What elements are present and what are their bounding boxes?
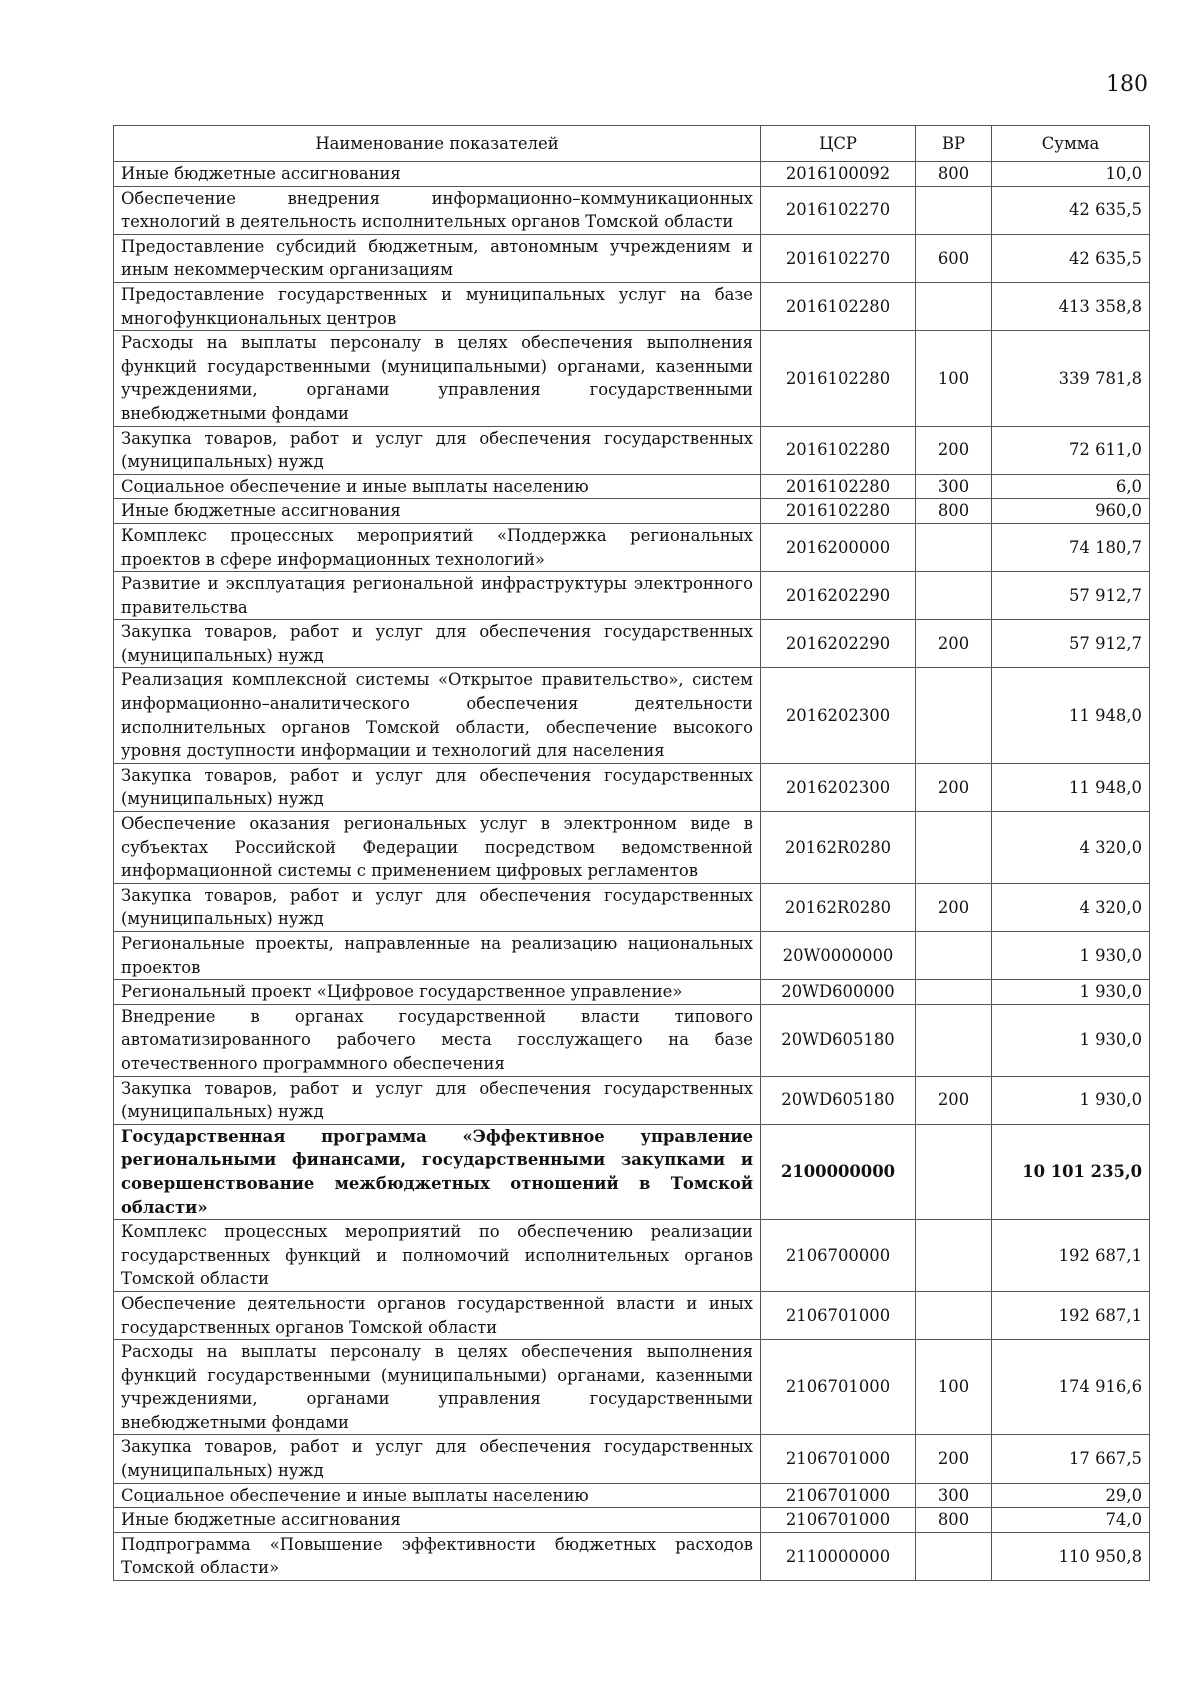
cell-sum: 192 687,1 — [992, 1220, 1150, 1292]
cell-vr: 200 — [916, 1076, 992, 1124]
cell-vr — [916, 186, 992, 234]
cell-vr: 200 — [916, 1435, 992, 1483]
cell-vr — [916, 1004, 992, 1076]
cell-csr: 2016202300 — [761, 763, 916, 811]
cell-vr: 200 — [916, 620, 992, 668]
cell-csr: 2016102280 — [761, 331, 916, 426]
cell-sum: 74,0 — [992, 1508, 1150, 1533]
cell-sum: 1 930,0 — [992, 1076, 1150, 1124]
cell-name: Подпрограмма «Повышение эффективности бюджетных расходов Томской области» — [114, 1532, 761, 1580]
cell-vr — [916, 572, 992, 620]
cell-csr: 2016102280 — [761, 474, 916, 499]
cell-name: Закупка товаров, работ и услуг для обеспечения государственных (муниципальных) нужд — [114, 1076, 761, 1124]
cell-sum: 413 358,8 — [992, 282, 1150, 330]
header-csr: ЦСР — [761, 126, 916, 162]
budget-table — [113, 125, 1150, 1581]
cell-sum: 1 930,0 — [992, 980, 1150, 1005]
cell-name: Реализация комплексной системы «Открытое правительство», систем информационно–аналитического обеспечения деятельности исполнительных органов Томской области, обеспечение высокого уровня доступности информации и технологий для населения — [114, 668, 761, 763]
cell-name: Обеспечение деятельности органов государственной власти и иных государственных органов Томской области — [114, 1291, 761, 1339]
cell-sum: 1 930,0 — [992, 1004, 1150, 1076]
cell-sum: 192 687,1 — [992, 1291, 1150, 1339]
table-row — [114, 1435, 1150, 1483]
cell-vr: 800 — [916, 499, 992, 524]
cell-name: Иные бюджетные ассигнования — [114, 162, 761, 187]
cell-vr: 300 — [916, 474, 992, 499]
cell-vr: 200 — [916, 426, 992, 474]
table-row — [114, 620, 1150, 668]
cell-sum: 10 101 235,0 — [992, 1124, 1150, 1219]
cell-name: Иные бюджетные ассигнования — [114, 499, 761, 524]
cell-csr: 2016202300 — [761, 668, 916, 763]
cell-name: Региональные проекты, направленные на реализацию национальных проектов — [114, 932, 761, 980]
cell-csr: 2016102270 — [761, 186, 916, 234]
cell-vr: 300 — [916, 1483, 992, 1508]
cell-vr: 200 — [916, 763, 992, 811]
cell-csr: 20WD600000 — [761, 980, 916, 1005]
cell-vr — [916, 932, 992, 980]
cell-vr — [916, 812, 992, 884]
cell-name: Расходы на выплаты персоналу в целях обеспечения выполнения функций государственными (муниципальными) органами, казенными учреждениями, органами управления государственными внебюджетными фондами — [114, 331, 761, 426]
table-row — [114, 883, 1150, 931]
cell-vr — [916, 980, 992, 1005]
table-row — [114, 763, 1150, 811]
cell-csr: 2106701000 — [761, 1291, 916, 1339]
table-row — [114, 162, 1150, 187]
cell-csr: 2016202290 — [761, 572, 916, 620]
cell-name: Предоставление субсидий бюджетным, автономным учреждениям и иным некоммерческим организациям — [114, 234, 761, 282]
cell-name: Социальное обеспечение и иные выплаты населению — [114, 474, 761, 499]
cell-csr: 2100000000 — [761, 1124, 916, 1219]
cell-sum: 4 320,0 — [992, 812, 1150, 884]
cell-sum: 29,0 — [992, 1483, 1150, 1508]
table-row — [114, 186, 1150, 234]
table-row — [114, 234, 1150, 282]
cell-name: Закупка товаров, работ и услуг для обеспечения государственных (муниципальных) нужд — [114, 1435, 761, 1483]
cell-name: Развитие и эксплуатация региональной инфраструктуры электронного правительства — [114, 572, 761, 620]
cell-name: Социальное обеспечение и иные выплаты населению — [114, 1483, 761, 1508]
cell-csr: 2106701000 — [761, 1483, 916, 1508]
cell-vr — [916, 1291, 992, 1339]
cell-name: Комплекс процессных мероприятий по обеспечению реализации государственных функций и полномочий исполнительных органов Томской области — [114, 1220, 761, 1292]
cell-vr — [916, 1220, 992, 1292]
cell-name: Закупка товаров, работ и услуг для обеспечения государственных (муниципальных) нужд — [114, 883, 761, 931]
cell-csr: 20162R0280 — [761, 883, 916, 931]
cell-name: Закупка товаров, работ и услуг для обеспечения государственных (муниципальных) нужд — [114, 620, 761, 668]
cell-name: Внедрение в органах государственной власти типового автоматизированного рабочего места госслужащего на базе отечественного программного обеспечения — [114, 1004, 761, 1076]
table-row — [114, 499, 1150, 524]
cell-sum: 57 912,7 — [992, 620, 1150, 668]
table-body — [114, 162, 1150, 1581]
cell-sum: 10,0 — [992, 162, 1150, 187]
cell-sum: 339 781,8 — [992, 331, 1150, 426]
cell-csr: 2016100092 — [761, 162, 916, 187]
cell-sum: 110 950,8 — [992, 1532, 1150, 1580]
cell-vr: 100 — [916, 331, 992, 426]
cell-csr: 2016102270 — [761, 234, 916, 282]
cell-sum: 174 916,6 — [992, 1340, 1150, 1435]
table-row — [114, 282, 1150, 330]
table-row — [114, 1124, 1150, 1219]
cell-sum: 11 948,0 — [992, 763, 1150, 811]
cell-sum: 4 320,0 — [992, 883, 1150, 931]
cell-csr: 2106700000 — [761, 1220, 916, 1292]
table-row — [114, 523, 1150, 571]
header-name: Наименование показателей — [114, 126, 761, 162]
cell-name: Расходы на выплаты персоналу в целях обеспечения выполнения функций государственными (муниципальными) органами, казенными учреждениями, органами управления государственными внебюджетными фондами — [114, 1340, 761, 1435]
table-row — [114, 1220, 1150, 1292]
cell-name: Обеспечение оказания региональных услуг в электронном виде в субъектах Российской Федерации посредством ведомственной информационной системы с применением цифровых регламентов — [114, 812, 761, 884]
cell-csr: 20WD605180 — [761, 1004, 916, 1076]
cell-sum: 74 180,7 — [992, 523, 1150, 571]
cell-vr: 200 — [916, 883, 992, 931]
table-row — [114, 980, 1150, 1005]
cell-vr — [916, 282, 992, 330]
cell-sum: 42 635,5 — [992, 186, 1150, 234]
cell-vr — [916, 1532, 992, 1580]
cell-name: Иные бюджетные ассигнования — [114, 1508, 761, 1533]
cell-sum: 42 635,5 — [992, 234, 1150, 282]
header-vr: ВР — [916, 126, 992, 162]
cell-name: Региональный проект «Цифровое государственное управление» — [114, 980, 761, 1005]
cell-name: Обеспечение внедрения информационно–коммуникационных технологий в деятельность исполнительных органов Томской области — [114, 186, 761, 234]
cell-csr: 20W0000000 — [761, 932, 916, 980]
cell-sum: 960,0 — [992, 499, 1150, 524]
table-row — [114, 331, 1150, 426]
cell-csr: 20162R0280 — [761, 812, 916, 884]
cell-vr: 800 — [916, 1508, 992, 1533]
cell-name: Комплекс процессных мероприятий «Поддержка региональных проектов в сфере информационных технологий» — [114, 523, 761, 571]
cell-sum: 6,0 — [992, 474, 1150, 499]
cell-sum: 72 611,0 — [992, 426, 1150, 474]
cell-vr: 600 — [916, 234, 992, 282]
cell-vr: 800 — [916, 162, 992, 187]
table-row — [114, 1076, 1150, 1124]
cell-csr: 2106701000 — [761, 1508, 916, 1533]
cell-vr — [916, 523, 992, 571]
cell-sum: 11 948,0 — [992, 668, 1150, 763]
cell-csr: 2106701000 — [761, 1435, 916, 1483]
table-row — [114, 932, 1150, 980]
table-row — [114, 1532, 1150, 1580]
cell-csr: 2110000000 — [761, 1532, 916, 1580]
header-sum: Сумма — [992, 126, 1150, 162]
cell-name: Закупка товаров, работ и услуг для обеспечения государственных (муниципальных) нужд — [114, 763, 761, 811]
cell-name: Государственная программа «Эффективное управление региональными финансами, государственными закупками и совершенствование межбюджетных отношений в Томской области» — [114, 1124, 761, 1219]
page-number: 180 — [1106, 72, 1148, 97]
cell-sum: 17 667,5 — [992, 1435, 1150, 1483]
table-row — [114, 1340, 1150, 1435]
cell-csr: 2016102280 — [761, 499, 916, 524]
table-row — [114, 426, 1150, 474]
cell-csr: 20WD605180 — [761, 1076, 916, 1124]
table-row — [114, 474, 1150, 499]
cell-name: Предоставление государственных и муниципальных услуг на базе многофункциональных центров — [114, 282, 761, 330]
cell-sum: 57 912,7 — [992, 572, 1150, 620]
table-header-row — [114, 126, 1150, 162]
cell-csr: 2016102280 — [761, 282, 916, 330]
cell-csr: 2016102280 — [761, 426, 916, 474]
cell-vr — [916, 668, 992, 763]
cell-csr: 2016202290 — [761, 620, 916, 668]
table-row — [114, 668, 1150, 763]
cell-vr: 100 — [916, 1340, 992, 1435]
table-row — [114, 812, 1150, 884]
table-row — [114, 1483, 1150, 1508]
cell-csr: 2106701000 — [761, 1340, 916, 1435]
cell-csr: 2016200000 — [761, 523, 916, 571]
table-row — [114, 572, 1150, 620]
table-row — [114, 1004, 1150, 1076]
cell-sum: 1 930,0 — [992, 932, 1150, 980]
cell-vr — [916, 1124, 992, 1219]
table-row — [114, 1508, 1150, 1533]
table-row — [114, 1291, 1150, 1339]
cell-name: Закупка товаров, работ и услуг для обеспечения государственных (муниципальных) нужд — [114, 426, 761, 474]
